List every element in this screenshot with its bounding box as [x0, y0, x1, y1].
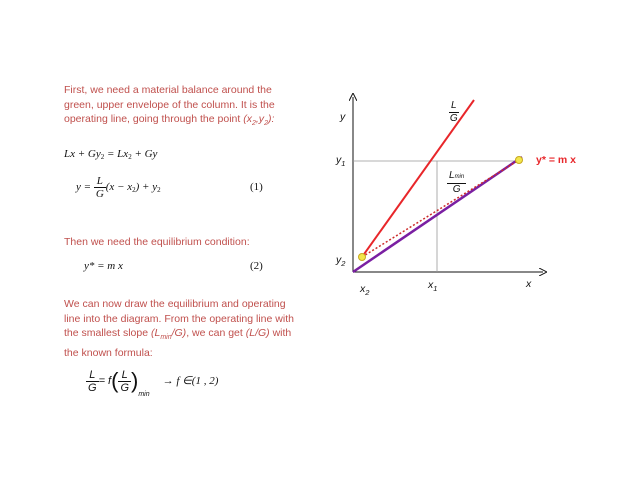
- point-x2-y2: $(x_2,y_2)$:: [243, 113, 275, 128]
- y1-label: $y_1$: [336, 154, 346, 168]
- point-x2-y2-marker: [359, 254, 366, 261]
- equation-number-1: (1): [250, 181, 263, 193]
- equation-number-2: (2): [250, 260, 263, 272]
- x1-label: $x_1$: [428, 279, 438, 293]
- operating-slope-label: $\frac{L}{G}$: [449, 100, 458, 124]
- paragraph-draw-diagram: We can now draw the equilibrium and operating line into the diagram. From the operating line with the smallest slope $(L_{min}/G)$, we can get (L/G) with the known formula:: [64, 298, 294, 359]
- x2-label: $x_2$: [360, 283, 370, 297]
- equation-balance: $Lx + Gy_2 = Lx_2 + Gy$: [64, 148, 158, 161]
- equilibrium-curve-label: y* = m x: [536, 154, 576, 166]
- y2-label: $y_2$: [336, 254, 346, 268]
- min-slope-label: Lmin G: [449, 170, 465, 195]
- paragraph-equilibrium: Then we need the equilibrium condition:: [64, 236, 250, 248]
- fraction-l-over-g: $\frac{L}{G}$: [95, 175, 104, 200]
- equilibrium-line: [353, 157, 522, 272]
- x-axis-label: x: [526, 278, 532, 290]
- point-equilibrium-marker: [516, 157, 523, 164]
- y-axis-label: y: [340, 111, 346, 123]
- equation-lg-formula: $\frac{L}{G}$ = f( $\frac{L}{G}$ )$_{min} \to f$ ∈(1 , 2): [88, 368, 219, 398]
- equation-operating-line: y = $\frac{L}{G}$ $(x - x_2) + y_2$: [76, 175, 161, 200]
- min-operating-line: [362, 160, 519, 257]
- paragraph-material-balance-text: First, we need a material balance around the green, upper envelope of the column. It is the operating line, going through the point: [64, 84, 275, 125]
- equation-equilibrium: y* = m x: [84, 260, 123, 272]
